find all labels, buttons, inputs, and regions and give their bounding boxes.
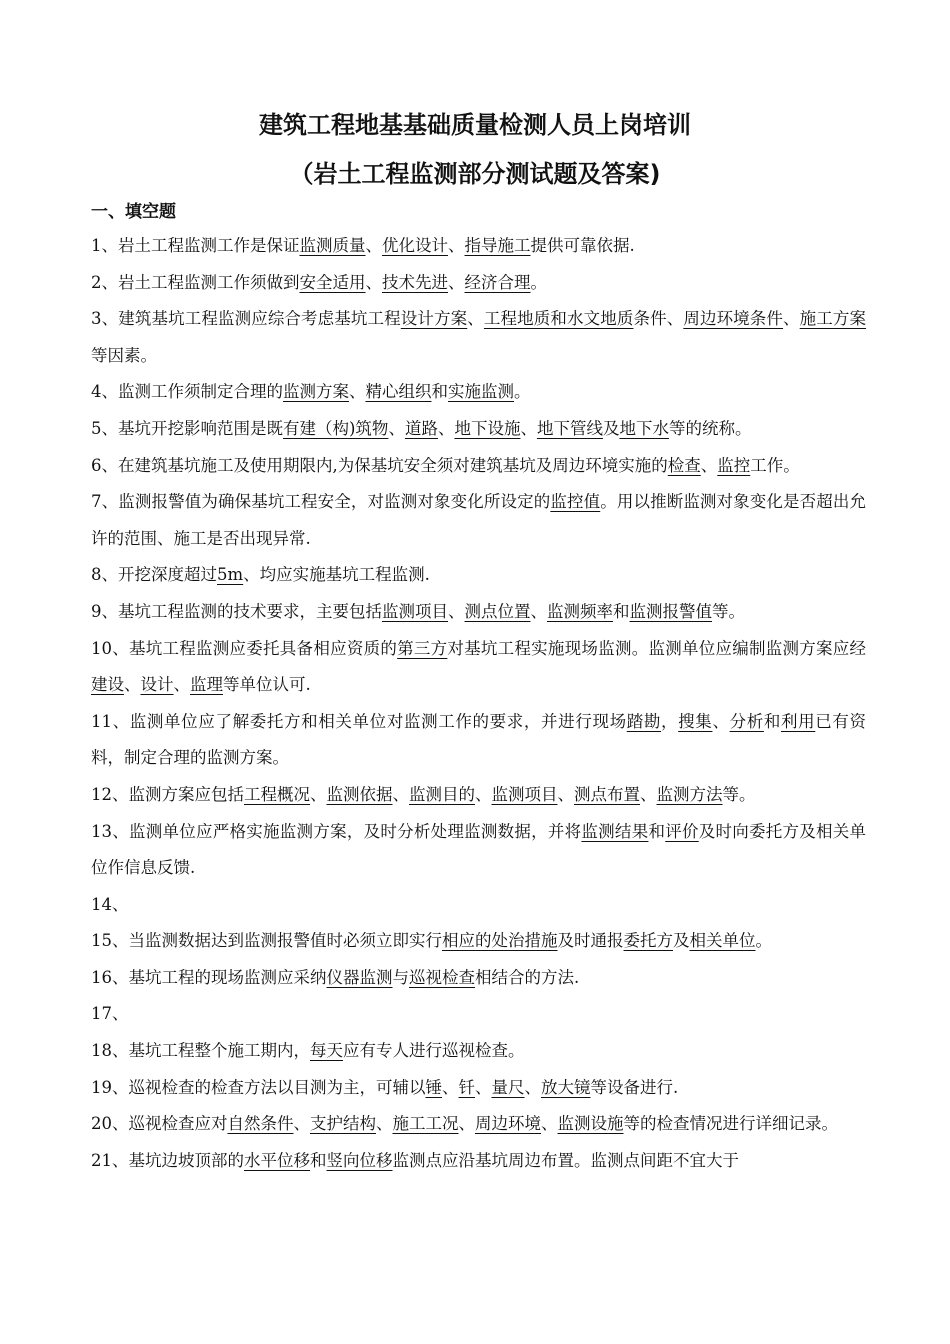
question-text: 17、 [91,1004,129,1024]
answer-blank: 地下水 [619,418,669,438]
question-text: 工作。 [750,455,800,475]
question-text: 14、 [91,894,129,914]
answer-blank: 检查 [667,455,701,475]
answer-blank: 监测依据 [326,784,393,804]
question-item [91,228,866,265]
answer-blank: 安全适用 [299,272,366,292]
question-text: 5、基坑开挖影响范围是既 [91,418,283,438]
question-item [91,777,866,814]
question-text: 。 [514,382,531,402]
question-text: 16、基坑工程的现场监测应采纳 [91,967,327,987]
answer-blank: 监测方法 [656,784,723,804]
question-item [91,814,866,887]
question-text: 。用以推断监测对象变化是否超出允许的范围、施工是否出现异常. [91,492,867,548]
answer-blank: 踏勘 [626,711,662,731]
answer-blank: 监测结果 [581,821,649,841]
answer-blank: 有建（构)筑物 [283,418,389,438]
question-item [91,557,866,594]
answer-blank: 利用 [781,711,816,731]
answer-blank: 测点布置 [574,784,640,804]
question-text: 、 [458,1114,475,1134]
question-text: 、 [349,382,366,402]
question-text: 相结合的方法. [475,967,580,987]
question-text: 及时通报 [557,931,624,951]
answer-blank: 优化设计 [382,236,448,255]
answer-blank: 道路 [404,418,438,438]
answer-blank: 分析 [729,711,764,731]
question-text: 、 [365,236,382,255]
answer-blank: 指导施工 [464,236,531,255]
question-text: 4、监测工作须制定合理的 [91,382,283,402]
question-item [91,265,866,302]
question-text: 7、监测报警值为确保基坑工程安全，对监测对象变化所设定的 [91,492,551,512]
question-text: 对基坑工程实施现场监测。监测单位应编制监测方案应经 [447,638,867,658]
question-item [91,448,866,485]
answer-blank: 放大镜 [541,1077,591,1097]
question-text: 21、基坑边坡顶部的 [91,1150,244,1170]
question-text: 条件、 [633,309,684,329]
question-text: 等的统称。 [668,418,752,438]
answer-blank: 监控 [717,455,751,475]
question-text: 8、开挖深度超过 [91,565,217,585]
question-text: 和 [613,601,630,621]
question-item [91,996,866,1033]
question-text: 、 [376,1114,393,1134]
question-text: 、 [541,1114,558,1134]
answer-blank: 地下管线 [536,418,603,438]
answer-blank: 施工工况 [392,1114,459,1134]
question-text: 10、基坑工程监测应委托具备相应资质的 [91,638,398,658]
question-text: 及 [602,418,620,438]
answer-blank: 搜集 [678,711,713,731]
answer-blank: 监理 [190,675,223,695]
question-text: ， [661,711,679,731]
question-text: 等单位认可. [223,675,311,695]
question-item [91,594,866,631]
answer-blank: 钎 [458,1077,475,1097]
answer-blank: 经济合理 [464,272,531,292]
answer-blank: 巡视检查 [409,967,475,987]
question-text: 、 [530,601,547,621]
answer-blank: 第三方 [397,638,448,658]
question-text: 、 [310,784,327,804]
question-text: 12、监测方案应包括 [91,784,244,804]
answer-blank: 评价 [665,821,699,841]
question-text: 等设备进行. [590,1077,679,1097]
answer-blank: 量尺 [491,1077,525,1097]
question-text: 和 [648,821,666,841]
question-item [91,374,866,411]
answer-blank: 仪器监测 [326,967,393,987]
question-item [91,923,866,960]
answer-blank: 监测目的 [409,784,475,804]
answer-blank: 监测设施 [557,1114,624,1134]
question-item [91,1106,866,1143]
question-text: 、 [475,784,492,804]
question-text: 、 [557,784,574,804]
answer-blank: 监测报警值 [629,601,712,621]
answer-blank: 水平位移 [244,1150,310,1170]
question-text: 、 [640,784,657,804]
question-text: 、 [520,418,537,438]
answer-blank: 建设 [91,675,124,695]
answer-blank: 自然条件 [227,1114,294,1134]
answer-blank: 精心组织 [365,382,432,402]
answer-blank: 工程地质和水文地质 [483,309,634,329]
question-item [91,301,866,374]
question-text: 和 [431,382,448,402]
question-text: 、 [173,675,190,695]
question-text: 、 [448,236,465,255]
question-text: 3、建筑基坑工程监测应综合考虑基坑工程 [91,309,401,329]
section-heading: 一、填空题 [91,202,176,222]
question-text: 18、基坑工程整个施工期内， [91,1041,310,1061]
question-text: 监测点应沿基坑周边布置。监测点间距不宜大于 [392,1150,739,1170]
question-item [91,631,866,704]
question-text: 。 [530,272,547,292]
document-title: 建筑工程地基基础质量检测人员上岗培训 [259,111,691,139]
answer-blank: 监测方案 [283,382,349,402]
question-item [91,704,866,777]
answer-blank: 相应的处治措施 [442,931,558,951]
question-text: 20、巡视检查应对 [91,1114,228,1134]
question-text: 9、基坑工程监测的技术要求，主要包括 [91,601,382,621]
answer-blank: 施工方案 [799,309,867,329]
question-item [91,1143,866,1180]
question-text: 11、监测单位应了解委托方和相关单位对监测工作的要求，并进行现场 [91,711,627,731]
question-text: 2、岩土工程监测工作须做到 [91,272,300,292]
answer-blank: 相关单位 [689,931,756,951]
question-text: 、均应实施基坑工程监测. [243,565,430,585]
question-text: 和 [310,1150,327,1170]
answer-blank: 监测质量 [299,236,366,255]
question-text: 、 [392,784,409,804]
answer-blank: 监控值 [550,492,601,512]
answer-blank: 设计 [140,675,174,695]
question-item [91,411,866,448]
question-text: 、 [124,675,141,695]
answer-blank: 周边环境 [475,1114,541,1134]
question-text: 已有资料，制定合理的监测方案。 [91,711,867,768]
question-text: 、 [475,1077,492,1097]
question-text: 等。 [722,784,756,804]
answer-blank: 监测频率 [547,601,613,621]
question-item [91,1070,866,1107]
question-text: 等的检查情况进行详细记录。 [623,1114,838,1134]
question-text: 等因素。 [91,345,157,365]
question-text: 和 [763,711,781,731]
question-text: 、 [448,272,465,292]
question-text: 、 [783,309,800,329]
question-text: 1、岩土工程监测工作是保证 [91,236,300,255]
question-text: 应有专人进行巡视检查。 [343,1041,525,1061]
question-text: 与 [392,967,409,987]
question-text: 提供可靠依据. [530,236,635,255]
question-text: 、 [700,455,718,475]
question-text: 19、巡视检查的检查方法以目测为主，可辅以 [91,1077,426,1097]
question-text: 13、监测单位应严格实施监测方案，及时分析处理监测数据，并将 [91,821,582,841]
answer-blank: 地下设施 [454,418,521,438]
answer-blank: 技术先进 [382,272,448,292]
answer-blank: 实施监测 [448,382,514,402]
question-text: 、 [524,1077,541,1097]
answer-blank: 竖向位移 [326,1150,393,1170]
question-text: 、 [365,272,382,292]
question-text: 及时向委托方及相关单位作信息反馈. [91,821,867,878]
question-text: 、 [442,1077,459,1097]
answer-blank: 监测项目 [491,784,558,804]
question-item [91,960,866,997]
question-text: 、 [437,418,455,438]
answer-blank: 周边环境条件 [683,309,784,329]
question-text: 、 [712,711,730,731]
answer-blank: 锤 [425,1077,442,1097]
question-text: 、 [293,1114,310,1134]
answer-blank: 支护结构 [310,1114,376,1134]
question-text: 、 [388,418,405,438]
question-list [91,228,866,1179]
question-text: 。 [755,931,772,951]
question-text: 等。 [712,601,745,621]
document-subtitle: （岩土工程监测部分测试题及答案) [289,160,661,188]
question-text: 、 [467,309,484,329]
question-item [91,484,866,557]
answer-blank: 5m [217,565,244,585]
answer-blank: 设计方案 [400,309,468,329]
answer-blank: 每天 [310,1041,343,1061]
question-text: 15、当监测数据达到监测报警值时必须立即实行 [91,931,442,951]
question-item [91,887,866,924]
answer-blank: 工程概况 [244,784,310,804]
answer-blank: 测点位置 [464,601,531,621]
answer-blank: 委托方 [623,931,673,951]
question-text: 6、在建筑基坑施工及使用期限内,为保基坑安全须对建筑基坑及周边环境实施的 [91,455,668,475]
question-text: 、 [448,601,465,621]
question-item [91,1033,866,1070]
answer-blank: 监测项目 [382,601,448,621]
question-text: 及 [673,931,690,951]
